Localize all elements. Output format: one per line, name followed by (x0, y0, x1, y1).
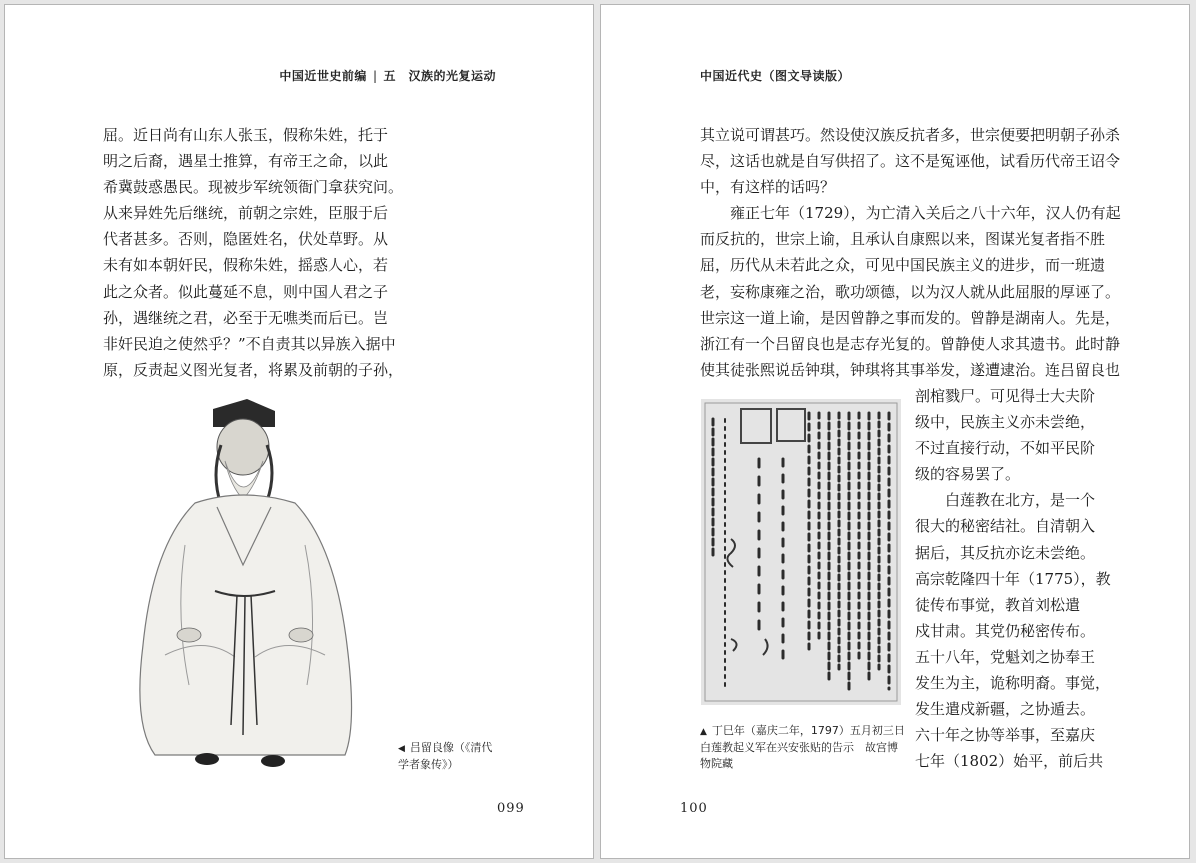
caption-line: 吕留良像（《清代 (409, 741, 493, 754)
text-line: 不过直接行动，不如平民阶 (915, 439, 1096, 458)
text-line: 级中，民族主义亦未尝绝， (915, 413, 1096, 432)
portrait-illustration (125, 395, 365, 770)
text-line: 雍正七年（1729），为亡清入关后之八十六年，汉人仍有起 (700, 204, 1121, 223)
text-line: 据后，其反抗亦讫未尝绝。 (915, 543, 1096, 562)
text-line: 发生为主，诡称明裔。事觉， (915, 674, 1111, 693)
text-line: 剖棺戮尸。可见得士大夫阶 (915, 387, 1096, 405)
text-line: 孙，遇继统之君，必至于无噍类而后已。岂 (103, 308, 389, 327)
page-number: 099 (497, 801, 525, 816)
body-text-wrapped (915, 383, 1111, 774)
text-line: 希冀鼓惑愚民。现被步军统领衙门拿获究问。 (103, 178, 404, 197)
text-line: 代者甚多。否则，隐匿姓名，伏处草野。从 (103, 230, 389, 249)
running-head: 中国近代史（图文导读版） (700, 69, 851, 83)
text-line: 而反抗的，世宗上谕，且承认自康熙以来，图谋光复者指不胜 (700, 230, 1106, 249)
caption-line: 丁巳年（嘉庆二年，1797）五月初三日 (711, 724, 905, 737)
running-head-book: 中国近世史前编 (279, 69, 367, 83)
left-page (4, 4, 594, 859)
text-line: 发生遣戍新疆，之协遁去。 (915, 700, 1096, 719)
manuscript-image (701, 399, 901, 705)
text-line: 级的容易罢了。 (915, 465, 1021, 484)
running-head (279, 67, 496, 84)
text-line: 原，反责起义图光复者，将累及前朝的子孙， (103, 360, 404, 379)
caption-line: 物院藏 (700, 757, 733, 770)
text-line: 中，有这样的话吗？ (700, 178, 836, 197)
text-line: 老，妄称康雍之治，歌功颂德，以为汉人就从此屈服的厚诬了。 (700, 282, 1121, 301)
text-line: 明之后裔，遇星士推算，有帝王之命，以此 (103, 152, 389, 171)
text-line: 很大的秘密结社。自清朝入 (915, 517, 1096, 536)
caption-marker: ◀ (398, 744, 405, 754)
text-line: 屈。近日尚有山东人张玉，假称朱姓，托于 (103, 126, 389, 144)
text-line: 此之众者。似此蔓延不息，则中国人君之子 (103, 282, 389, 301)
text-line: 戍甘肃。其党仍秘密传布。 (915, 621, 1096, 640)
text-line: 未有如本朝奸民，假称朱姓，摇惑人心，若 (103, 256, 389, 275)
running-head-chapter: 五 汉族的光复运动 (383, 69, 496, 83)
text-line: 世宗这一道上谕，是因曾静之事而发的。曾静是湖南人。先是， (700, 308, 1121, 327)
body-text (700, 122, 1121, 383)
text-line: 七年（1802）始平，前后共 (915, 752, 1104, 771)
text-line: 使其徒张熙说岳钟琪，钟琪将其事举发，遂遭逮治。连吕留良也 (700, 360, 1121, 379)
text-line: 五十八年，党魁刘之协奉王 (915, 647, 1096, 666)
text-line: 浙江有一个吕留良也是志存光复的。曾静使人求其遗书。此时静 (700, 334, 1121, 353)
text-line: 白莲教在北方，是一个 (915, 491, 1096, 510)
text-line: 六十年之协等举事，至嘉庆 (915, 726, 1096, 745)
text-line: 从来异姓先后继统，前朝之宗姓，臣服于后 (103, 204, 389, 223)
right-page (600, 4, 1190, 859)
portrait-caption (398, 740, 508, 773)
running-head-separator: | (372, 69, 378, 83)
caption-line: 学者象传》） (398, 758, 459, 771)
text-line: 徒传布事觉，教首刘松遣 (915, 595, 1081, 614)
body-text (103, 122, 404, 383)
text-line: 尽，这话也就是自写供招了。这不是冤诬他，试看历代帝王诏令 (700, 152, 1121, 171)
text-line: 高宗乾隆四十年（1775），教 (915, 569, 1111, 588)
page-number: 100 (680, 801, 708, 816)
caption-marker: ▲ (700, 727, 707, 737)
text-line: 其立说可谓甚巧。然设使汉族反抗者多，世宗便要把明朝子孙杀 (700, 126, 1121, 144)
manuscript-caption (700, 723, 910, 772)
text-line: 屈，历代从未若此之众，可见中国民族主义的进步，而一班遗 (700, 256, 1106, 275)
caption-line: 白莲教起义军在兴安张贴的告示 故宫博 (700, 741, 898, 754)
text-line: 非奸民迫之使然乎？”不自责其以异族入据中 (103, 334, 396, 353)
